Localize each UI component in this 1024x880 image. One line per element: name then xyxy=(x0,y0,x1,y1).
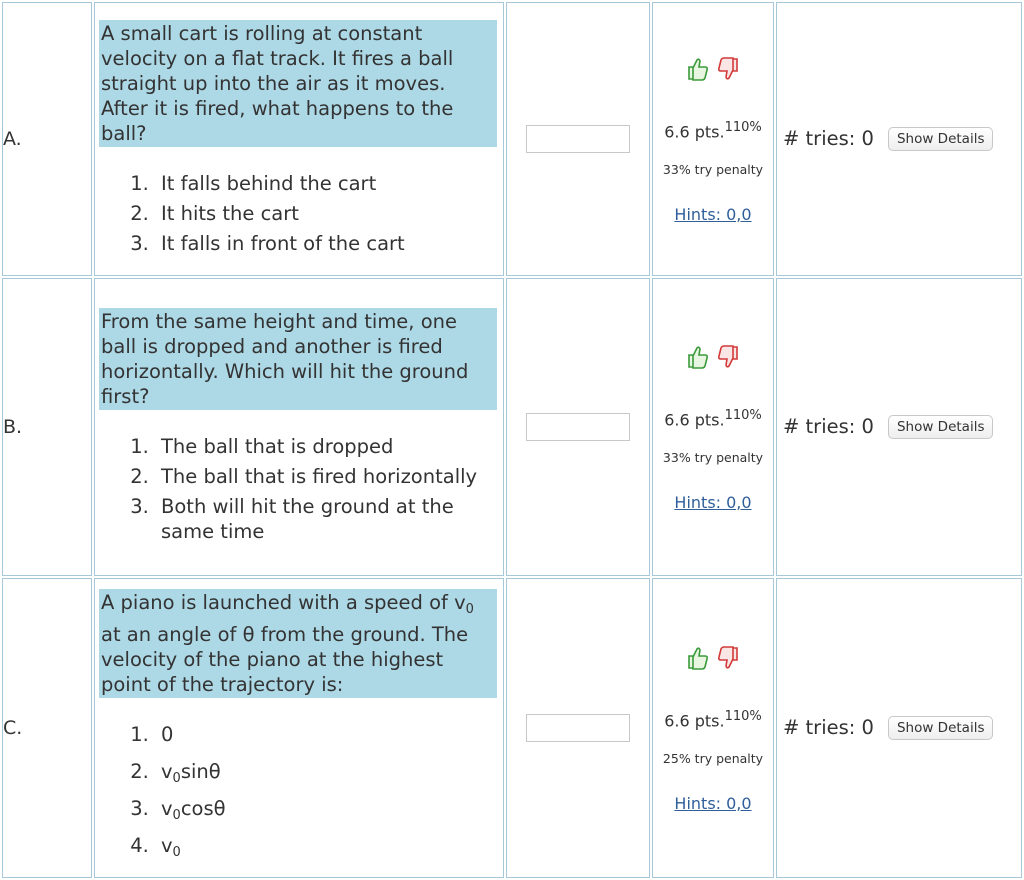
hints-link[interactable]: Hints: 0,0 xyxy=(674,492,752,512)
choice-item: 2. The ball that is fired horizontally xyxy=(155,464,503,489)
rating-icons xyxy=(653,54,773,84)
scoring-cell xyxy=(652,2,774,276)
choice-item: 1. 0 xyxy=(155,722,503,754)
scoring-cell xyxy=(652,278,774,576)
question-label: B. xyxy=(2,278,92,576)
subscript: 0 xyxy=(465,602,474,618)
question-label: C. xyxy=(2,578,92,878)
tries-count: # tries: 0 xyxy=(783,415,874,439)
question-cell xyxy=(94,278,504,576)
question-label: A. xyxy=(2,2,92,276)
points-value: 6.6 pts.$^{110\%}$ xyxy=(664,120,762,142)
thumbs-up-icon[interactable] xyxy=(684,342,710,372)
answer-cell xyxy=(506,2,650,276)
points-percent: 110% xyxy=(724,408,762,424)
try-penalty: 33% try penalty xyxy=(662,161,764,177)
rating-icons xyxy=(653,643,773,673)
choice-item: 3. Both will hit the ground at the same time xyxy=(155,494,503,544)
answer-cell xyxy=(506,578,650,878)
hints-link[interactable]: Hints: 0,0 xyxy=(674,793,752,813)
choice-item: 3. It falls in front of the cart xyxy=(155,231,503,256)
answer-cell xyxy=(506,278,650,576)
question-cell xyxy=(94,578,504,878)
tries-count: # tries: 0 xyxy=(783,716,874,740)
tries-cell xyxy=(776,278,1022,576)
thumbs-up-icon[interactable] xyxy=(684,54,710,84)
question-row xyxy=(2,278,1022,576)
choice-item: 3. $v_0\cos\theta$ xyxy=(155,796,503,828)
question-cell xyxy=(94,2,504,276)
choice-item: 4. $v_0$ xyxy=(155,833,503,865)
answer-input[interactable] xyxy=(526,125,630,153)
question-prompt: A piano is launched with a speed of $v_0$ at an angle of θ from the ground. The velocity of the piano at the highest point of the trajectory is: xyxy=(99,589,497,698)
try-penalty: 25% try penalty xyxy=(662,750,764,766)
thumbs-down-icon[interactable] xyxy=(716,54,742,84)
choice-list xyxy=(95,171,503,256)
question-row xyxy=(2,578,1022,878)
points-value: 6.6 pts.$^{110\%}$ xyxy=(664,709,762,731)
choice-list xyxy=(95,722,503,865)
question-prompt: A small cart is rolling at constant velocity on a flat track. It fires a ball straight up into the air as it moves. After it is fired, what happens to the ball? xyxy=(99,20,497,147)
hints-link[interactable]: Hints: 0,0 xyxy=(674,204,752,224)
show-details-button[interactable]: Show Details xyxy=(888,415,994,439)
points-percent: 110% xyxy=(724,709,762,725)
try-penalty: 33% try penalty xyxy=(662,449,764,465)
thumbs-down-icon[interactable] xyxy=(716,643,742,673)
thumbs-down-icon[interactable] xyxy=(716,342,742,372)
answer-input[interactable] xyxy=(526,714,630,742)
thumbs-up-icon[interactable] xyxy=(684,643,710,673)
tries-cell xyxy=(776,578,1022,878)
choice-item: 1. The ball that is dropped xyxy=(155,434,503,459)
points-value: 6.6 pts.$^{110\%}$ xyxy=(664,408,762,430)
choice-item: 2. It hits the cart xyxy=(155,201,503,226)
scoring-cell xyxy=(652,578,774,878)
choice-item: 2. $v_0\sin\theta$ xyxy=(155,759,503,791)
question-prompt: From the same height and time, one ball is dropped and another is fired horizontally. Which will hit the ground first? xyxy=(99,308,497,410)
question-row xyxy=(2,2,1022,276)
choice-list xyxy=(95,434,503,544)
rating-icons xyxy=(653,342,773,372)
tries-count: # tries: 0 xyxy=(783,127,874,151)
points-percent: 110% xyxy=(724,120,762,136)
answer-input[interactable] xyxy=(526,413,630,441)
tries-cell xyxy=(776,2,1022,276)
choice-item: 1. It falls behind the cart xyxy=(155,171,503,196)
show-details-button[interactable]: Show Details xyxy=(888,127,994,151)
show-details-button[interactable]: Show Details xyxy=(888,716,994,740)
